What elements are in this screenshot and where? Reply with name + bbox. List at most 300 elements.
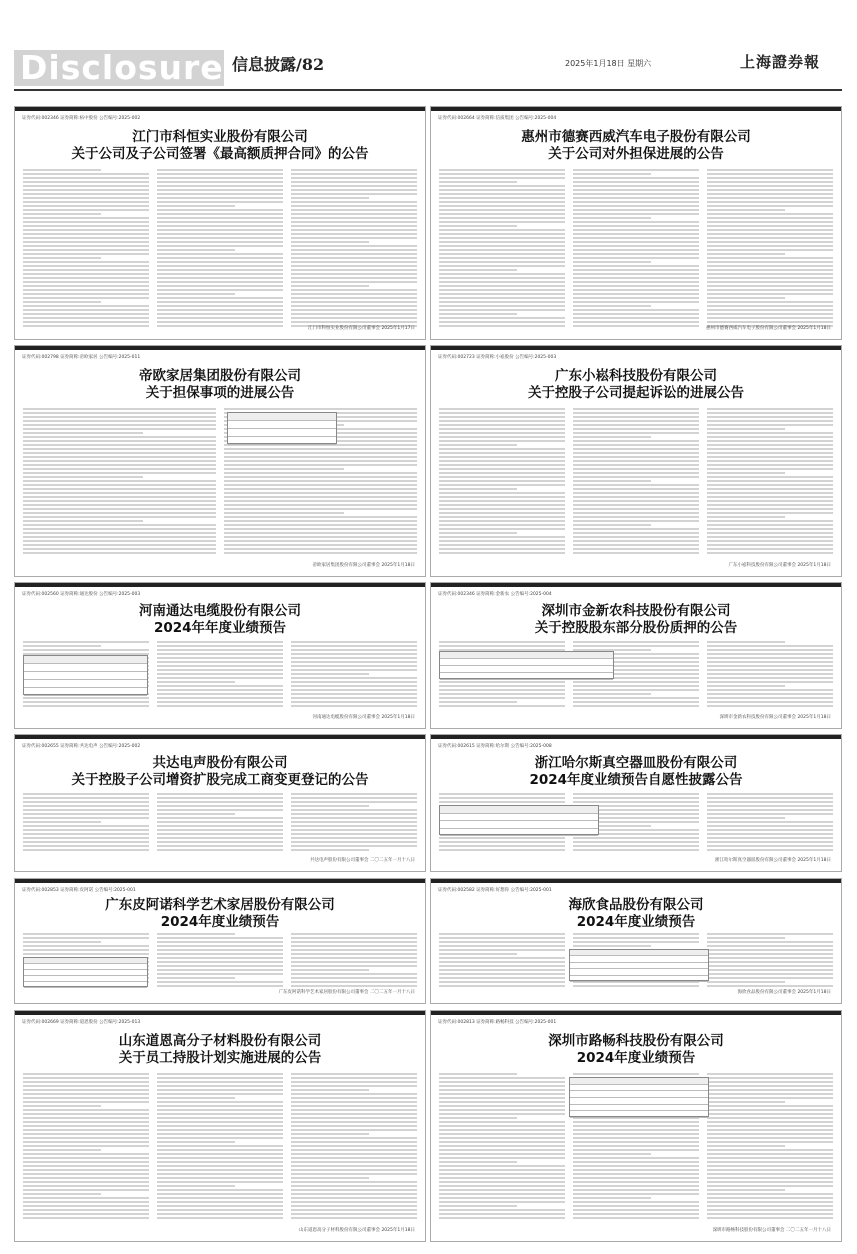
text-line (157, 973, 283, 975)
text-line (573, 641, 699, 643)
text-line (707, 653, 833, 655)
text-line (291, 293, 417, 295)
header-rule (14, 89, 842, 91)
text-line (291, 257, 417, 259)
text-line (23, 456, 216, 458)
text-line (23, 197, 149, 199)
signature-line: 海欣食品股份有限公司董事会 2025年1月18日 (737, 990, 831, 995)
text-line (439, 1173, 565, 1175)
text-line (157, 945, 283, 947)
text-line (573, 516, 699, 518)
text-line (573, 177, 699, 179)
text-line (707, 793, 833, 795)
text-line (23, 221, 149, 223)
table-row (570, 1105, 708, 1112)
text-line (439, 265, 565, 267)
text-line (291, 649, 417, 651)
text-line (157, 261, 283, 263)
text-line (439, 189, 565, 191)
text-line (157, 1097, 235, 1099)
text-line (291, 801, 417, 803)
text-line (157, 977, 235, 979)
text-line (23, 301, 101, 303)
text-line (157, 241, 283, 243)
text-line (23, 281, 149, 283)
text-line (291, 641, 417, 643)
body-text-column (23, 169, 149, 329)
text-line (439, 436, 565, 438)
text-line (23, 448, 216, 450)
text-line (23, 1125, 149, 1127)
text-line (573, 297, 699, 299)
text-line (291, 1093, 417, 1095)
text-line (439, 1073, 517, 1075)
announcement-block (14, 345, 426, 577)
text-line (157, 1089, 283, 1091)
text-line (573, 468, 699, 470)
brand-logo: Disclosure (14, 50, 224, 86)
text-line (439, 480, 565, 482)
text-line (439, 193, 565, 195)
table-row (440, 821, 598, 829)
text-line (23, 1165, 149, 1167)
text-line (23, 464, 216, 466)
text-line (439, 1189, 565, 1191)
table-row (440, 652, 613, 659)
text-line (291, 1109, 417, 1111)
text-line (707, 1145, 785, 1147)
text-line (291, 309, 417, 311)
table-row (570, 1078, 708, 1085)
text-line (707, 313, 833, 315)
text-line (224, 504, 417, 506)
text-line (707, 985, 833, 987)
text-line (707, 317, 833, 319)
text-line (157, 1209, 283, 1211)
text-line (157, 181, 283, 183)
text-line (157, 185, 283, 187)
text-line (439, 965, 565, 967)
text-line (291, 977, 417, 979)
text-line (291, 705, 417, 707)
text-line (23, 809, 149, 811)
text-line (439, 693, 565, 695)
text-line (573, 277, 699, 279)
text-line (573, 496, 699, 498)
text-line (439, 689, 565, 691)
text-line (573, 645, 699, 647)
text-line (707, 420, 833, 422)
text-line (157, 1169, 283, 1171)
text-line (707, 677, 833, 679)
text-line (291, 1085, 417, 1087)
text-line (291, 689, 417, 691)
text-line (157, 1109, 283, 1111)
text-line (707, 524, 833, 526)
text-line (707, 448, 833, 450)
text-line (573, 1125, 699, 1127)
text-line (573, 1161, 699, 1163)
text-line (157, 677, 283, 679)
text-line (157, 177, 283, 179)
text-line (23, 849, 149, 851)
text-line (23, 845, 149, 847)
text-line (439, 1109, 565, 1111)
text-line (573, 845, 699, 847)
text-line (157, 1157, 283, 1159)
text-line (439, 1197, 565, 1199)
text-line (23, 1089, 149, 1091)
text-line (23, 941, 101, 943)
text-line (291, 1161, 417, 1163)
text-line (23, 532, 216, 534)
text-line (707, 281, 833, 283)
text-line (224, 520, 417, 522)
text-line (157, 1165, 283, 1167)
text-line (291, 681, 417, 683)
text-line (573, 424, 699, 426)
text-line (157, 1129, 283, 1131)
table-row (24, 672, 147, 680)
text-line (291, 697, 417, 699)
text-line (439, 289, 565, 291)
text-line (23, 317, 149, 319)
text-line (707, 412, 833, 414)
announcement-block (14, 1010, 426, 1242)
text-line (291, 1141, 417, 1143)
text-line (707, 1217, 833, 1219)
text-line (291, 1129, 417, 1131)
text-line (439, 237, 565, 239)
text-line (573, 1185, 699, 1187)
text-line (23, 536, 216, 538)
text-line (23, 1137, 149, 1139)
data-table (439, 805, 599, 835)
announcement-block (430, 734, 842, 872)
text-line (707, 837, 833, 839)
text-line (573, 416, 699, 418)
text-line (23, 833, 149, 835)
text-line (573, 524, 651, 526)
text-line (23, 1129, 149, 1131)
text-line (707, 669, 833, 671)
text-line (439, 981, 565, 983)
announcement-block (14, 106, 426, 340)
masthead (0, 0, 857, 102)
text-line (157, 285, 283, 287)
company-name: 惠州市德赛西威汽车电子股份有限公司 (521, 129, 751, 145)
text-line (439, 464, 565, 466)
text-line (573, 933, 699, 935)
text-line (291, 281, 417, 283)
text-line (439, 432, 565, 434)
text-line (23, 949, 149, 951)
text-line (707, 817, 785, 819)
text-line (707, 285, 833, 287)
text-line (23, 945, 149, 947)
text-line (291, 701, 417, 703)
text-line (707, 508, 833, 510)
text-line (439, 448, 565, 450)
text-line (23, 701, 149, 703)
text-line (23, 1157, 149, 1159)
table-row (24, 656, 147, 664)
text-line (439, 544, 565, 546)
stock-code-line: 证券代码:002560 证券简称:通达股份 公告编号:2025-003 (22, 592, 141, 597)
text-line (439, 1077, 565, 1079)
text-line (573, 1193, 699, 1195)
text-line (573, 1141, 699, 1143)
text-line (573, 169, 699, 171)
text-line (573, 249, 699, 251)
text-line (23, 321, 149, 323)
text-line (439, 1161, 517, 1163)
text-line (707, 468, 833, 470)
text-line (707, 841, 833, 843)
text-line (157, 189, 283, 191)
text-line (23, 1149, 101, 1151)
text-line (157, 965, 283, 967)
text-line (439, 701, 517, 703)
text-line (707, 797, 833, 799)
text-line (707, 552, 833, 554)
signature-line: 河南通达电缆股份有限公司董事会 2025年1月18日 (312, 715, 415, 720)
text-line (439, 1145, 565, 1147)
text-line (157, 305, 283, 307)
text-line (439, 269, 517, 271)
text-line (439, 293, 565, 295)
text-line (23, 488, 216, 490)
text-line (157, 249, 235, 251)
text-line (291, 173, 417, 175)
text-line (573, 941, 699, 943)
text-line (707, 432, 833, 434)
text-line (23, 181, 149, 183)
text-line (573, 504, 699, 506)
text-line (573, 1177, 699, 1179)
text-line (23, 432, 143, 434)
company-name: 帝欧家居集团股份有限公司 (139, 368, 301, 384)
block-top-bar (431, 1011, 841, 1015)
text-line (439, 512, 565, 514)
text-line (23, 504, 216, 506)
text-line (23, 237, 149, 239)
table-row (228, 429, 336, 437)
company-name: 深圳市路畅科技股份有限公司 (548, 1033, 724, 1049)
text-line (291, 973, 417, 975)
text-line (291, 1209, 417, 1211)
text-line (23, 468, 216, 470)
text-line (439, 1193, 565, 1195)
text-line (573, 1205, 699, 1207)
text-line (157, 985, 283, 987)
text-line (157, 641, 283, 643)
text-line (707, 532, 833, 534)
text-line (573, 492, 699, 494)
announcement-title: 2024年度业绩预告 (576, 1050, 696, 1066)
text-line (291, 1137, 417, 1139)
text-line (23, 1169, 149, 1171)
text-line (573, 217, 651, 219)
text-line (707, 488, 833, 490)
text-line (573, 484, 699, 486)
text-line (439, 273, 565, 275)
text-line (224, 524, 417, 526)
text-line (439, 1149, 565, 1151)
text-line (224, 460, 417, 462)
announcement-block (430, 106, 842, 340)
text-line (224, 512, 344, 514)
text-line (157, 221, 283, 223)
text-line (23, 1081, 149, 1083)
company-name: 海欣食品股份有限公司 (568, 897, 704, 913)
text-line (707, 472, 785, 474)
text-line (707, 961, 833, 963)
text-line (573, 173, 651, 175)
text-line (439, 317, 565, 319)
text-line (291, 321, 417, 323)
company-name: 山东道恩高分子材料股份有限公司 (118, 1033, 322, 1049)
text-line (23, 1097, 149, 1099)
company-name: 共达电声股份有限公司 (152, 755, 288, 771)
text-line (573, 536, 699, 538)
text-line (157, 237, 283, 239)
text-line (439, 973, 565, 975)
text-line (291, 185, 417, 187)
text-line (23, 1105, 101, 1107)
text-line (573, 945, 651, 947)
text-line (23, 209, 149, 211)
text-line (23, 193, 149, 195)
text-line (573, 257, 699, 259)
text-line (707, 693, 833, 695)
text-line (707, 229, 833, 231)
text-line (707, 1105, 833, 1107)
text-line (157, 645, 283, 647)
text-line (707, 265, 833, 267)
text-line (291, 845, 417, 847)
text-line (291, 277, 417, 279)
text-line (707, 665, 833, 667)
text-line (707, 416, 833, 418)
text-line (707, 945, 833, 947)
text-line (157, 937, 283, 939)
announcement-title: 关于员工持股计划实施进展的公告 (118, 1050, 322, 1066)
body-text-column (707, 793, 833, 853)
text-line (23, 1185, 149, 1187)
text-line (439, 301, 565, 303)
text-line (707, 492, 833, 494)
text-line (23, 1217, 149, 1219)
text-line (157, 289, 283, 291)
issue-date: 2025年1月18日 星期六 (565, 59, 652, 68)
stock-code-line: 证券代码:002582 证券简称:好想你 公告编号:2025-001 (438, 888, 552, 893)
text-line (23, 205, 149, 207)
text-line (291, 213, 417, 215)
text-line (707, 217, 833, 219)
text-line (439, 933, 565, 935)
text-line (707, 233, 833, 235)
text-line (573, 512, 699, 514)
text-line (573, 1149, 699, 1151)
text-line (23, 480, 216, 482)
text-line (291, 1117, 417, 1119)
body-text-column (707, 641, 833, 709)
text-line (157, 257, 283, 259)
table-row (440, 814, 598, 822)
text-line (224, 448, 417, 450)
text-line (573, 1217, 699, 1219)
text-line (291, 253, 417, 255)
text-line (291, 949, 417, 951)
text-line (439, 977, 565, 979)
block-top-bar (15, 1011, 425, 1015)
text-line (23, 1209, 149, 1211)
body-text-column (707, 1073, 833, 1221)
text-line (573, 321, 699, 323)
text-line (707, 201, 833, 203)
body-text-column (707, 408, 833, 556)
block-top-bar (431, 879, 841, 883)
text-line (573, 209, 699, 211)
text-line (23, 805, 149, 807)
company-name: 广东小崧科技股份有限公司 (555, 368, 717, 384)
text-line (23, 225, 149, 227)
text-line (23, 253, 149, 255)
text-line (573, 197, 699, 199)
text-line (707, 1093, 833, 1095)
text-line (439, 185, 565, 187)
text-line (157, 1077, 283, 1079)
text-line (157, 277, 283, 279)
text-line (157, 293, 235, 295)
text-line (707, 504, 833, 506)
text-line (291, 661, 417, 663)
text-line (439, 285, 565, 287)
text-line (439, 520, 565, 522)
text-line (439, 309, 565, 311)
announcement-title: 2024年度业绩预告自愿性披露公告 (529, 772, 743, 788)
text-line (439, 325, 565, 327)
stock-code-line: 证券代码:002664 证券简称:信质集团 公告编号:2025-004 (438, 116, 557, 121)
data-table (23, 655, 148, 695)
text-line (573, 705, 699, 707)
text-line (23, 416, 216, 418)
text-line (291, 1125, 417, 1127)
text-line (439, 540, 565, 542)
text-line (224, 456, 417, 458)
text-line (573, 456, 699, 458)
text-line (707, 1141, 833, 1143)
text-line (439, 797, 565, 799)
text-line (291, 1201, 417, 1203)
text-line (707, 1173, 833, 1175)
text-line (23, 476, 143, 478)
text-line (573, 528, 699, 530)
text-line (291, 305, 417, 307)
text-line (707, 1185, 833, 1187)
text-line (291, 1097, 417, 1099)
text-line (157, 217, 283, 219)
text-line (573, 701, 699, 703)
text-line (707, 805, 833, 807)
text-line (291, 813, 417, 815)
text-line (707, 424, 833, 426)
text-line (157, 297, 283, 299)
text-line (23, 825, 149, 827)
text-line (439, 548, 565, 550)
text-line (23, 1213, 149, 1215)
